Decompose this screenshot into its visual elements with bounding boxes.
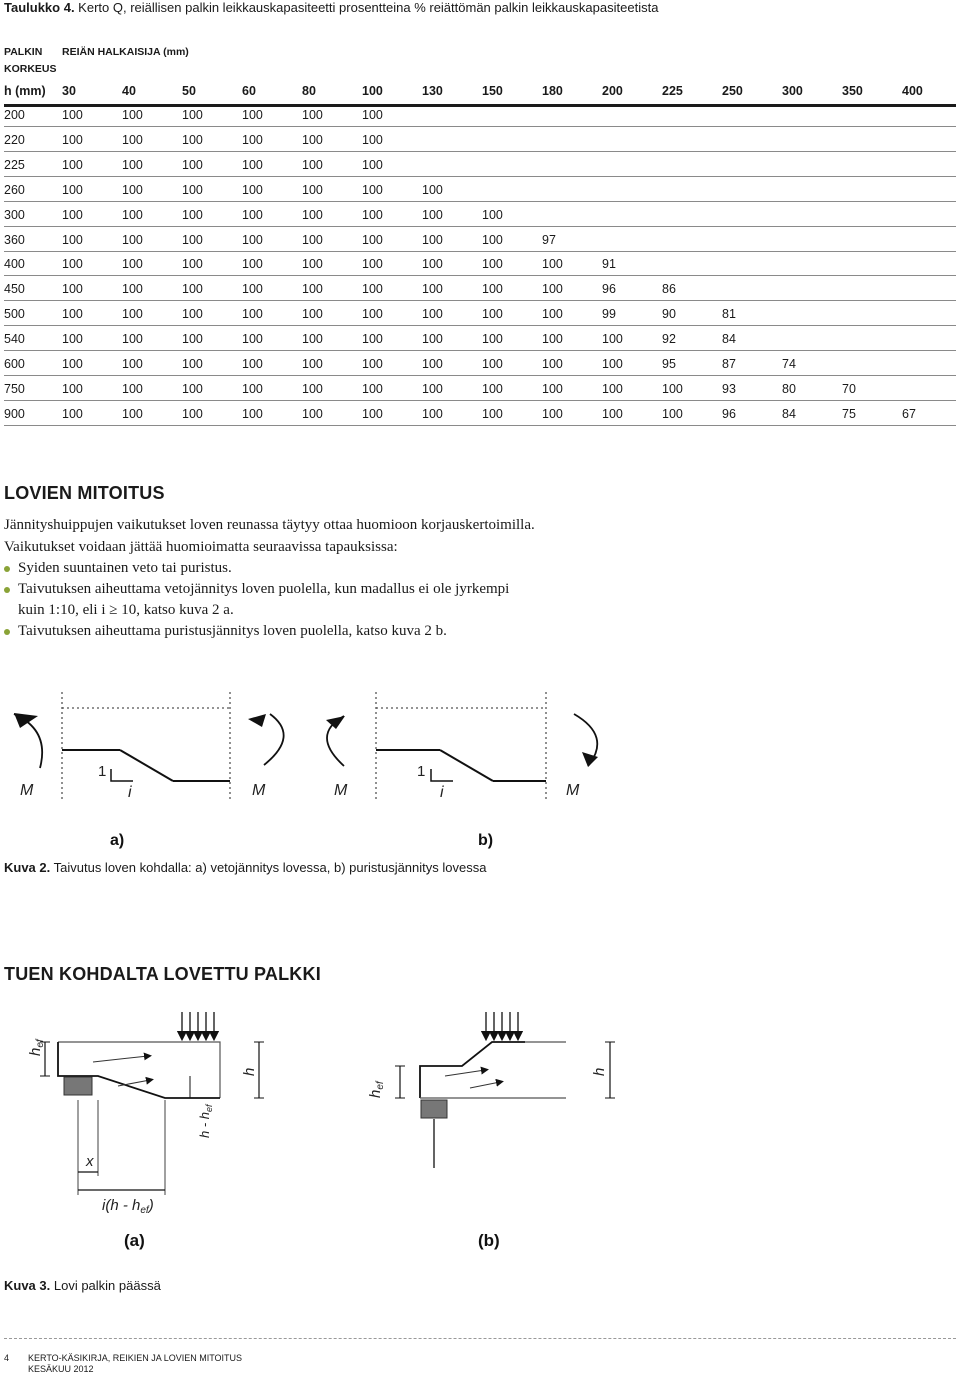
row-rule (4, 375, 956, 376)
capacity-cell: 100 (542, 307, 563, 322)
capacity-cell: 100 (242, 207, 263, 222)
fig2-label-i-b: i (440, 784, 444, 801)
capacity-cell: 100 (362, 381, 383, 396)
fig3-sub-b: (b) (478, 1231, 500, 1250)
capacity-cell: 100 (362, 132, 383, 147)
beam-height-cell: 540 (4, 332, 25, 347)
capacity-cell: 100 (302, 357, 323, 371)
table-caption (4, 0, 658, 15)
fig2-label-M-1: M (20, 782, 34, 799)
beam-height-cell: 500 (4, 307, 25, 322)
capacity-cell: 100 (362, 108, 383, 122)
capacity-cell: 84 (782, 406, 796, 421)
capacity-cell: 100 (602, 381, 623, 396)
beam-height-cell: 400 (4, 257, 25, 272)
capacity-cell: 100 (362, 307, 383, 322)
table-caption-label: Taulukko 4. (4, 0, 75, 15)
capacity-cell: 100 (242, 357, 263, 371)
figure-3b (367, 1012, 615, 1168)
capacity-cell: 100 (182, 332, 203, 347)
row-rule (4, 226, 956, 227)
capacity-cell: 100 (482, 232, 503, 247)
fig2-label-1-b: 1 (417, 763, 426, 780)
table-header-rule (4, 104, 956, 107)
capacity-cell: 74 (782, 357, 796, 371)
capacity-cell: 100 (182, 381, 203, 396)
bullet-item (4, 621, 509, 642)
fig3-label-h-a: h (241, 1067, 258, 1076)
capacity-cell: 100 (242, 381, 263, 396)
table-row (4, 183, 956, 199)
beam-height-cell: 600 (4, 357, 25, 371)
capacity-cell: 100 (122, 232, 143, 247)
fig3-label-x: x (86, 1153, 94, 1170)
capacity-cell: 97 (542, 232, 556, 247)
capacity-cell: 100 (62, 232, 83, 247)
bullet-item (4, 558, 509, 579)
capacity-cell: 100 (482, 381, 503, 396)
row-rule (4, 275, 956, 276)
capacity-cell: 100 (122, 282, 143, 297)
capacity-cell: 100 (302, 157, 323, 172)
fig3-label-hef-a: $h_{ef}$ (27, 1039, 46, 1056)
capacity-cell: 100 (182, 182, 203, 197)
beam-height-cell: 750 (4, 381, 25, 396)
capacity-cell: 100 (542, 357, 563, 371)
capacity-cell: 100 (362, 182, 383, 197)
capacity-cell: 100 (302, 282, 323, 297)
capacity-cell: 100 (242, 108, 263, 122)
capacity-cell: 100 (362, 332, 383, 347)
capacity-cell: 100 (242, 157, 263, 172)
capacity-cell: 100 (62, 182, 83, 197)
capacity-cell: 100 (422, 332, 443, 347)
capacity-cell: 100 (242, 406, 263, 421)
hole-size-header: 40 (122, 84, 136, 98)
fig3-label-h-b: h (591, 1067, 608, 1076)
footer-rule (4, 1338, 956, 1339)
capacity-cell: 100 (182, 108, 203, 122)
capacity-cell: 100 (422, 406, 443, 421)
tuen-heading: TUEN KOHDALTA LOVETTU PALKKI (4, 964, 321, 984)
figure-3-caption (4, 1278, 161, 1293)
table-header-top (4, 44, 189, 78)
capacity-cell: 100 (422, 282, 443, 297)
capacity-cell: 100 (302, 307, 323, 322)
capacity-cell: 100 (302, 381, 323, 396)
beam-height-cell: 300 (4, 207, 25, 222)
beam-height-cell: 200 (4, 108, 25, 122)
bullet-line: Taivutuksen aiheuttama vetojännitys loven puolella, kun madallus ei ole jyrkempi (18, 581, 510, 597)
table-row (4, 407, 956, 423)
page-number: 4 (4, 1353, 10, 1363)
capacity-cell: 100 (62, 132, 83, 147)
capacity-cell: 96 (602, 282, 616, 297)
table-header-row (4, 84, 956, 99)
beam-height-header-1: PALKIN (4, 46, 43, 58)
capacity-cell: 100 (482, 357, 503, 371)
capacity-cell: 99 (602, 307, 616, 322)
beam-height-cell: 225 (4, 157, 25, 172)
capacity-cell: 86 (662, 282, 676, 297)
table-row (4, 108, 956, 124)
lovien-paragraph-2: Vaikutukset voidaan jättää huomioimatta seuraavissa tapauksissa: (4, 539, 398, 555)
hole-size-header: 180 (542, 84, 563, 98)
table-row (4, 282, 956, 298)
capacity-cell: 100 (62, 282, 83, 297)
capacity-cell: 100 (542, 406, 563, 421)
hole-size-header: 300 (782, 84, 803, 98)
capacity-cell: 100 (122, 381, 143, 396)
capacity-cell: 100 (62, 381, 83, 396)
capacity-cell: 100 (182, 257, 203, 272)
bullet-line: Syiden suuntainen veto tai puristus. (18, 560, 232, 576)
capacity-cell: 100 (242, 307, 263, 322)
capacity-cell: 100 (602, 332, 623, 347)
capacity-cell: 100 (122, 132, 143, 147)
hole-size-header: 200 (602, 84, 623, 98)
capacity-cell: 100 (182, 307, 203, 322)
figure-2-caption-label: Kuva 2. (4, 860, 51, 875)
beam-height-cell: 220 (4, 132, 25, 147)
fig2-sub-a: a) (110, 832, 125, 849)
capacity-cell: 100 (422, 307, 443, 322)
hole-size-header: 50 (182, 84, 196, 98)
fig3-label-i-expr: $i(h - h_{ef})$ (102, 1197, 154, 1216)
footer-line-2: KESÄKUU 2012 (28, 1364, 94, 1374)
capacity-cell: 100 (122, 207, 143, 222)
beam-height-cell: 900 (4, 406, 25, 421)
table-row (4, 233, 956, 249)
capacity-cell: 100 (422, 381, 443, 396)
hole-size-header: 130 (422, 84, 443, 98)
capacity-cell: 100 (422, 182, 443, 197)
capacity-cell: 100 (422, 207, 443, 222)
capacity-cell: 81 (722, 307, 736, 322)
capacity-cell: 100 (482, 307, 503, 322)
row-rule (4, 350, 956, 351)
beam-height-cell: 260 (4, 182, 25, 197)
capacity-cell: 100 (302, 207, 323, 222)
capacity-cell: 100 (602, 406, 623, 421)
capacity-cell: 100 (182, 157, 203, 172)
capacity-cell: 100 (482, 282, 503, 297)
capacity-cell: 100 (302, 132, 323, 147)
footer-line-1: KERTO-KÄSIKIRJA, REIKIEN JA LOVIEN MITOITUS (28, 1353, 243, 1363)
capacity-cell: 100 (302, 232, 323, 247)
lovien-paragraph-1: Jännityshuippujen vaikutukset loven reunassa täytyy ottaa huomioon korjauskertoimilla. (4, 517, 535, 533)
capacity-cell: 91 (602, 257, 616, 272)
capacity-cell: 100 (182, 406, 203, 421)
hole-size-header: 150 (482, 84, 503, 98)
table-row (4, 257, 956, 273)
capacity-cell: 100 (602, 357, 623, 371)
capacity-cell: 100 (182, 132, 203, 147)
figure-2-caption-text: Taivutus loven kohdalla: a) vetojännitys lovessa, b) puristusjännitys lovessa (50, 860, 487, 875)
row-rule (4, 325, 956, 326)
row-rule (4, 176, 956, 177)
hole-diameter-header: REIÄN HALKAISIJA (mm) (62, 46, 189, 58)
capacity-cell: 75 (842, 406, 856, 421)
capacity-cell: 100 (362, 406, 383, 421)
table-row (4, 332, 956, 348)
capacity-cell: 100 (482, 207, 503, 222)
hole-size-header: 225 (662, 84, 683, 98)
fig2-label-1-a: 1 (98, 763, 107, 780)
fig2-label-M-2: M (252, 782, 266, 799)
capacity-cell: 100 (242, 332, 263, 347)
capacity-cell: 100 (122, 157, 143, 172)
capacity-cell: 100 (122, 257, 143, 272)
table-row (4, 382, 956, 398)
capacity-cell: 93 (722, 381, 736, 396)
table-row (4, 357, 956, 373)
capacity-cell: 100 (542, 332, 563, 347)
capacity-cell: 100 (122, 406, 143, 421)
capacity-cell: 100 (62, 406, 83, 421)
table-row (4, 307, 956, 323)
fig3-label-h-minus-hef: h - $h_{ef}$ (197, 1104, 214, 1138)
row-rule (4, 151, 956, 152)
capacity-cell: 100 (662, 406, 683, 421)
capacity-cell: 100 (362, 207, 383, 222)
capacity-cell: 100 (362, 357, 383, 371)
fig2-sub-b: b) (478, 832, 494, 849)
fig2-label-M-3: M (334, 782, 348, 799)
capacity-cell: 100 (362, 157, 383, 172)
capacity-cell: 100 (302, 332, 323, 347)
capacity-cell: 100 (542, 381, 563, 396)
capacity-cell: 100 (302, 108, 323, 122)
capacity-cell: 100 (122, 357, 143, 371)
capacity-cell: 100 (62, 257, 83, 272)
capacity-cell: 100 (362, 282, 383, 297)
hole-size-header: 80 (302, 84, 316, 98)
row-rule (4, 425, 956, 426)
capacity-cell: 100 (302, 257, 323, 272)
capacity-cell: 100 (182, 207, 203, 222)
beam-height-header-2: KORKEUS (4, 63, 57, 75)
capacity-cell: 67 (902, 406, 916, 421)
hole-size-header: 250 (722, 84, 743, 98)
hole-size-header: 100 (362, 84, 383, 98)
capacity-cell: 100 (362, 232, 383, 247)
capacity-cell: 96 (722, 406, 736, 421)
figure-3-notched-beam-diagram (0, 1000, 960, 1260)
capacity-cell: 100 (62, 307, 83, 322)
capacity-cell: 100 (122, 332, 143, 347)
hole-size-header: 350 (842, 84, 863, 98)
footer-text (28, 1353, 242, 1375)
capacity-cell: 100 (182, 282, 203, 297)
row-rule (4, 126, 956, 127)
row-rule (4, 201, 956, 202)
capacity-cell: 100 (422, 232, 443, 247)
capacity-cell: 100 (62, 157, 83, 172)
capacity-cell: 100 (482, 406, 503, 421)
capacity-cell: 80 (782, 381, 796, 396)
figure-3-caption-text: Lovi palkin päässä (50, 1278, 161, 1293)
fig2-label-M-4: M (566, 782, 580, 799)
capacity-cell: 100 (542, 257, 563, 272)
table-row (4, 158, 956, 174)
capacity-cell: 100 (122, 307, 143, 322)
capacity-cell: 100 (242, 182, 263, 197)
hole-size-header: 60 (242, 84, 256, 98)
capacity-cell: 100 (482, 257, 503, 272)
capacity-cell: 95 (662, 357, 676, 371)
row-rule (4, 300, 956, 301)
capacity-cell: 100 (62, 332, 83, 347)
capacity-cell: 100 (482, 332, 503, 347)
figure-2a-beam (14, 692, 284, 800)
capacity-cell: 100 (662, 381, 683, 396)
fig3-sub-a: (a) (124, 1231, 145, 1250)
fig2-label-i-a: i (128, 784, 132, 801)
lovien-heading: LOVIEN MITOITUS (4, 483, 165, 503)
capacity-cell: 100 (242, 257, 263, 272)
figure-2-bending-diagram (0, 680, 960, 855)
beam-height-cell: 450 (4, 282, 25, 297)
figure-2-caption (4, 860, 486, 875)
capacity-cell: 100 (542, 282, 563, 297)
hole-size-header: 400 (902, 84, 923, 98)
capacity-cell: 100 (182, 232, 203, 247)
capacity-cell: 100 (422, 357, 443, 371)
capacity-cell: 100 (242, 132, 263, 147)
capacity-cell: 70 (842, 381, 856, 396)
capacity-cell: 84 (722, 332, 736, 347)
row-rule (4, 251, 956, 252)
capacity-cell: 100 (62, 108, 83, 122)
table-row (4, 208, 956, 224)
bullet-line: kuin 1:10, eli i ≥ 10, katso kuva 2 a. (18, 602, 234, 618)
figure-2b-beam (326, 692, 598, 800)
capacity-cell: 100 (422, 257, 443, 272)
capacity-cell: 100 (302, 406, 323, 421)
capacity-cell: 100 (302, 182, 323, 197)
capacity-cell: 90 (662, 307, 676, 322)
hole-size-header: 30 (62, 84, 76, 98)
table-row (4, 133, 956, 149)
beam-height-cell: 360 (4, 232, 25, 247)
capacity-cell: 100 (122, 108, 143, 122)
capacity-cell: 100 (242, 282, 263, 297)
capacity-cell: 100 (362, 257, 383, 272)
figure-3a (27, 1012, 264, 1216)
capacity-cell: 100 (182, 357, 203, 371)
capacity-cell: 100 (62, 357, 83, 371)
lovien-bullet-list (4, 558, 509, 642)
row-rule (4, 400, 956, 401)
figure-3-caption-label: Kuva 3. (4, 1278, 51, 1293)
table-caption-text: Kerto Q, reiällisen palkin leikkauskapasiteetti prosentteina % reiättömän palkin leikkauskapasiteetista (74, 0, 659, 15)
capacity-cell: 100 (62, 207, 83, 222)
capacity-cell: 100 (122, 182, 143, 197)
fig3-label-hef-b: $h_{ef}$ (367, 1081, 386, 1098)
capacity-cell: 100 (242, 232, 263, 247)
bullet-item (4, 579, 509, 621)
capacity-cell: 87 (722, 357, 736, 371)
capacity-cell: 92 (662, 332, 676, 347)
h-column-header: h (mm) (4, 84, 46, 98)
bullet-line: Taivutuksen aiheuttama puristusjännitys loven puolella, katso kuva 2 b. (18, 623, 447, 639)
